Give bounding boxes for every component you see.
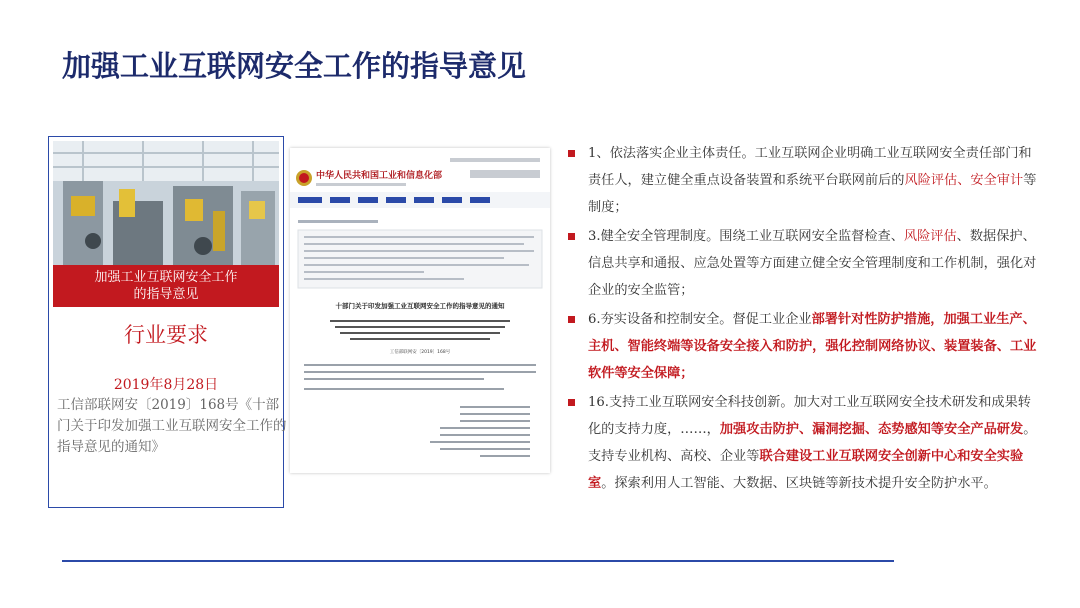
- list-item-text: 16.支持工业互联网安全科技创新。加大对工业互联网安全技术研发和成果转化的支持力度，……，: [588, 395, 1031, 437]
- document-preview: [290, 148, 550, 473]
- page-title: 加强工业互联网安全工作的指导意见: [62, 49, 527, 83]
- list-item: [564, 389, 1044, 497]
- document-number: 工信部联网安〔2019〕168号: [389, 350, 451, 355]
- list-item-text: 联合建设工业互联网安全创新中心和安全实验室: [588, 449, 1024, 491]
- banner-line-1: 加强工业互联网安全工作: [94, 270, 238, 285]
- card-description: 工信部联网安〔2019〕168号《十部门关于印发加强工业互联网安全工作的指导意见的通知》: [57, 397, 287, 455]
- list-item-text: 。支持专业机构、高校、企业等: [588, 422, 1037, 464]
- bullet-square-icon: [568, 316, 575, 323]
- list-item: [564, 306, 1044, 387]
- list-item-text: 1、依法落实企业主体责任。工业互联网企业明确工业互联网安全责任部门和责任人，建立健全重点设备装置和系统平台联网前后的: [588, 146, 1032, 188]
- card-banner: [53, 265, 279, 307]
- list-item: [564, 223, 1044, 304]
- list-item-text: 风险评估: [903, 229, 957, 244]
- document-screenshot: [290, 148, 550, 473]
- card-date: 2019年8月28日: [113, 377, 219, 393]
- list-item-text: 。探索利用人工智能、大数据、区块链等新技术提升安全防护水平。: [601, 476, 997, 491]
- list-item-text: 、数据保护、信息共享和通报、应急处置等方面建立健全安全管理制度和工作机制，强化对企业的安全监管；: [588, 229, 1037, 298]
- list-item-text: 风险评估、安全审计: [904, 173, 1024, 188]
- list-item-text: 等制度；: [588, 173, 1037, 215]
- list-item: [564, 140, 1044, 221]
- banner-line-2: 的指导意见: [133, 287, 199, 302]
- document-title: 十部门关于印发加强工业互联网安全工作的指导意见的通知: [335, 302, 505, 310]
- requirements-list: [564, 140, 1044, 499]
- ministry-name: 中华人民共和国工业和信息化部: [316, 171, 443, 181]
- info-card: [48, 136, 287, 508]
- footer-divider: [62, 560, 894, 562]
- card-heading: 行业要求: [124, 323, 208, 347]
- list-item-text: 6.夯实设备和控制安全。督促工业企业: [588, 312, 812, 327]
- list-item-text: 3.健全安全管理制度。围绕工业互联网安全监督检查、: [588, 229, 904, 244]
- bullet-square-icon: [568, 150, 575, 157]
- list-item-text: 加强攻击防护、漏洞挖掘、态势感知等安全产品研发: [719, 422, 1024, 437]
- bullet-square-icon: [568, 399, 575, 406]
- list-item-text: 部署针对性防护措施，加强工业生产、主机、智能终端等设备安全接入和防护，强化控制网络协议、装置装备、工业软件等安全保障；: [588, 312, 1037, 381]
- bullet-square-icon: [568, 233, 575, 240]
